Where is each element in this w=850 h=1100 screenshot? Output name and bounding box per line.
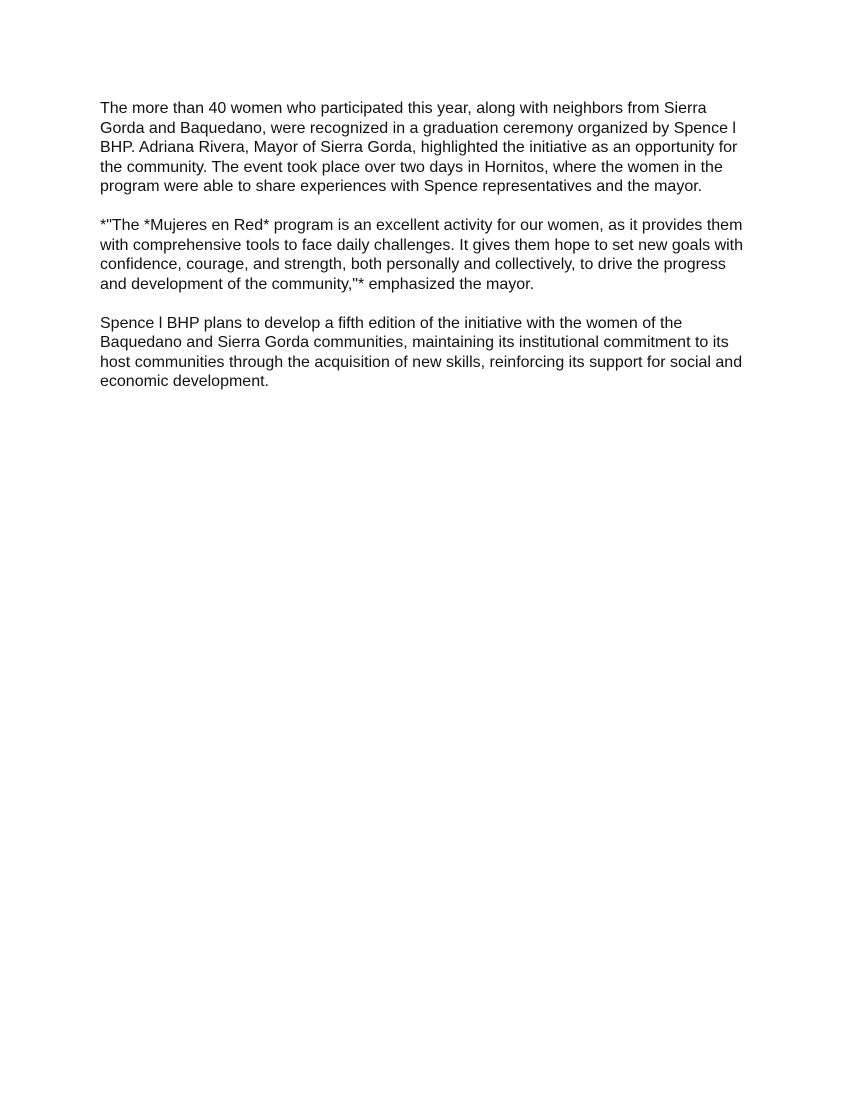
paragraph-fifth-edition: Spence l BHP plans to develop a fifth edition of the initiative with the women of the Baquedano and Sierra Gorda communities, maintaining its institutional commitment to its host communities through the acquisition of new skills, reinforcing its support for social and economic development. [100, 314, 743, 390]
paragraph-mayor-quote: *"The *Mujeres en Red* program is an excellent activity for our women, as it provides them with comprehensive tools to face daily challenges. It gives them hope to set new goals with confidence, courage, and strength, both personally and collectively, to drive the progress and development of the community,"* emphasized the mayor. [100, 217, 744, 293]
document-body [100, 99, 750, 411]
paragraph-graduation-ceremony: The more than 40 women who participated this year, along with neighbors from Sierra Gorda and Baquedano, were recognized in a graduation ceremony organized by Spence l BHP. Adriana Rivera, Mayor of Sierra Gorda, highlighted the initiative as an opportunity for the community. The event took place over two days in Hornitos, where the women in the program were able to share experiences with Spence representatives and the mayor. [100, 100, 738, 195]
